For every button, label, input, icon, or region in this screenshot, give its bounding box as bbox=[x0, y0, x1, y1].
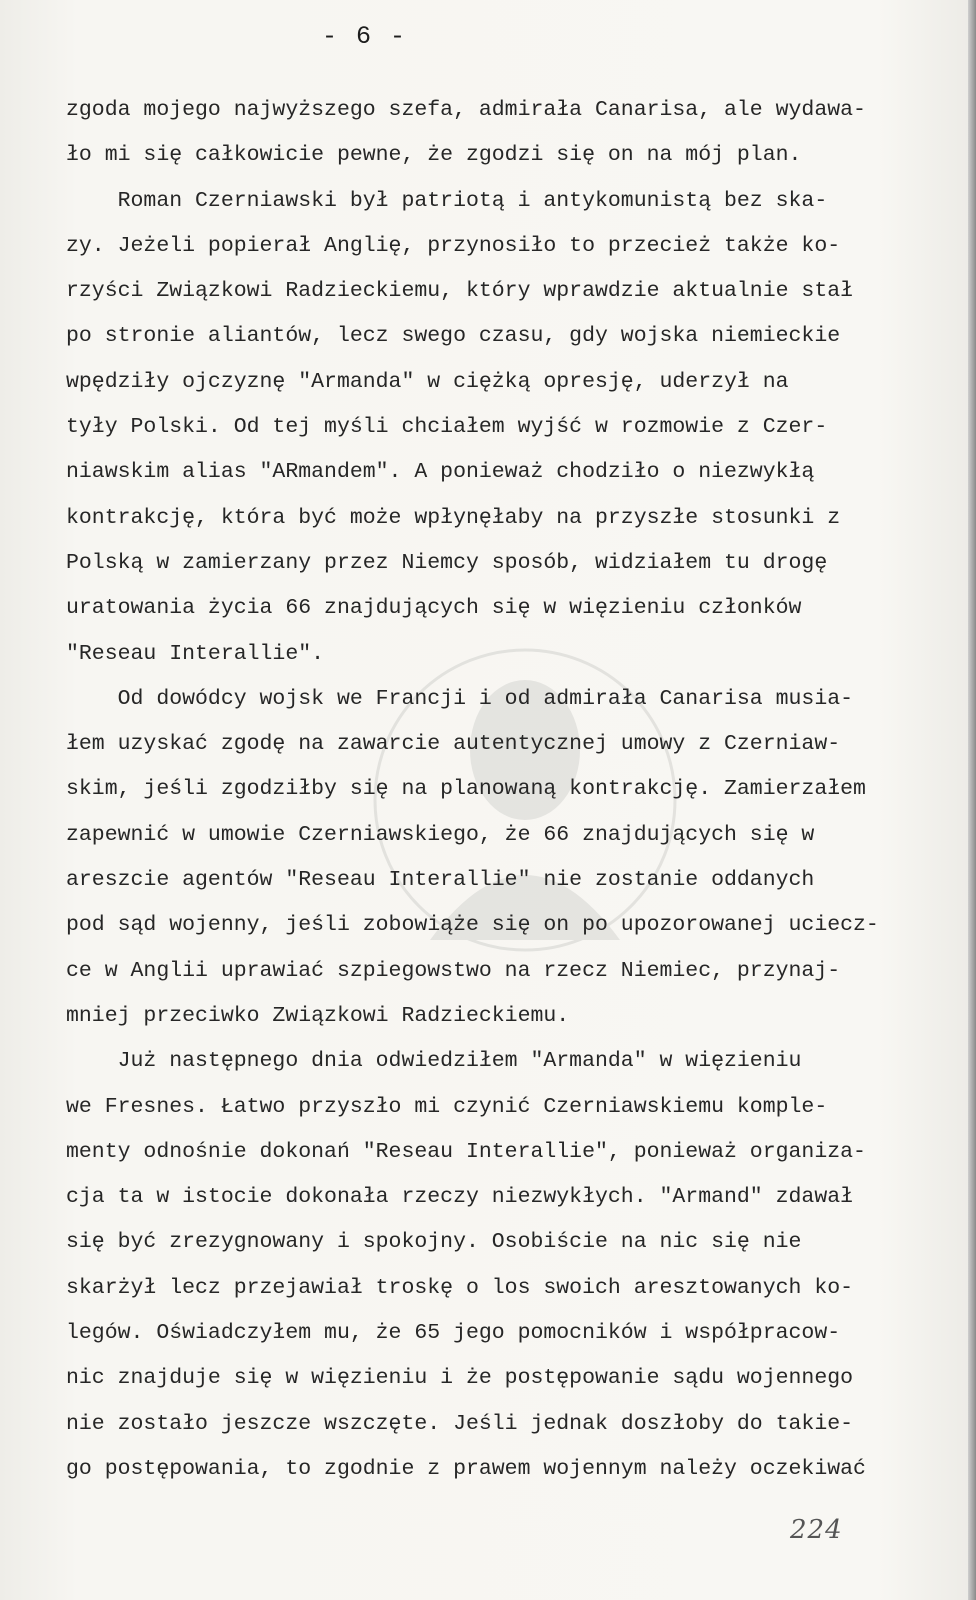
text-line: ło mi się całkowicie pewne, że zgodzi się on na mój plan. bbox=[66, 143, 802, 168]
text-line: rzyści Związkowi Radzieckiemu, który wprawdzie aktualnie stał bbox=[66, 279, 854, 304]
text-line: tyły Polski. Od tej myśli chciałem wyjść w rozmowie z Czer- bbox=[66, 415, 828, 440]
page-number: - 6 - bbox=[322, 22, 408, 51]
text-line: we Fresnes. Łatwo przyszło mi czynić Czerniawskiemu komple- bbox=[66, 1094, 828, 1119]
text-line: "Reseau Interallie". bbox=[66, 641, 325, 666]
text-line: zapewnić w umowie Czerniawskiego, że 66 znajdujących się w bbox=[66, 822, 815, 847]
text-line: cja ta w istocie dokonała rzeczy niezwykłych. "Armand" zdawał bbox=[66, 1185, 854, 1210]
text-line: nie zostało jeszcze wszczęte. Jeśli jednak doszłoby do takie- bbox=[66, 1411, 854, 1436]
text-line: po stronie aliantów, lecz swego czasu, gdy wojska niemieckie bbox=[66, 324, 841, 349]
text-line: uratowania życia 66 znajdujących się w więzieniu członków bbox=[66, 596, 802, 621]
text-line: łem uzyskać zgodę na zawarcie autentycznej umowy z Czerniaw- bbox=[66, 732, 841, 757]
text-line: mniej przeciwko Związkowi Radzieckiemu. bbox=[66, 1003, 570, 1028]
text-line: zy. Jeżeli popierał Anglię, przynosiło to przecież także ko- bbox=[66, 233, 841, 258]
text-line: nic znajduje się w więzieniu i że postępowanie sądu wojennego bbox=[66, 1366, 854, 1391]
text-line: Już następnego dnia odwiedziłem "Armanda" w więzieniu bbox=[66, 1049, 802, 1074]
handwritten-archive-number: 224 bbox=[790, 1515, 843, 1545]
text-line: ce w Anglii uprawiać szpiegowstwo na rzecz Niemiec, przynaj- bbox=[66, 958, 841, 983]
text-line: menty odnośnie dokonań "Reseau Interallie", ponieważ organiza- bbox=[66, 1139, 866, 1164]
text-line: Od dowódcy wojsk we Francji i od admirała Canarisa musia- bbox=[66, 686, 854, 711]
typed-text-body bbox=[66, 88, 946, 1492]
text-line: go postępowania, to zgodnie z prawem wojennym należy oczekiwać bbox=[66, 1456, 866, 1481]
text-line: pod sąd wojenny, jeśli zobowiąże się on po upozorowanej uciecz- bbox=[66, 913, 879, 938]
text-line: Polską w zamierzany przez Niemcy sposób, widziałem tu drogę bbox=[66, 550, 828, 575]
text-line: skarżył lecz przejawiał troskę o los swoich aresztowanych ko- bbox=[66, 1275, 854, 1300]
text-line: areszcie agentów "Reseau Interallie" nie zostanie oddanych bbox=[66, 868, 815, 893]
text-line: legów. Oświadczyłem mu, że 65 jego pomocników i współpracow- bbox=[66, 1321, 841, 1346]
text-line: niawskim alias "ARmandem". A ponieważ chodziło o niezwykłą bbox=[66, 460, 815, 485]
text-line: wpędziły ojczyznę "Armanda" w ciężką opresję, uderzył na bbox=[66, 369, 789, 394]
scan-edge bbox=[968, 0, 976, 1600]
text-line: kontrakcję, która być może wpłynęłaby na przyszłe stosunki z bbox=[66, 505, 841, 530]
text-line: Roman Czerniawski był patriotą i antykomunistą bez ska- bbox=[66, 188, 828, 213]
text-line: skim, jeśli zgodziłby się na planowaną kontrakcję. Zamierzałem bbox=[66, 777, 866, 802]
text-line: zgoda mojego najwyższego szefa, admirała Canarisa, ale wydawa- bbox=[66, 98, 866, 122]
text-line: się być zrezygnowany i spokojny. Osobiście na nic się nie bbox=[66, 1230, 802, 1255]
